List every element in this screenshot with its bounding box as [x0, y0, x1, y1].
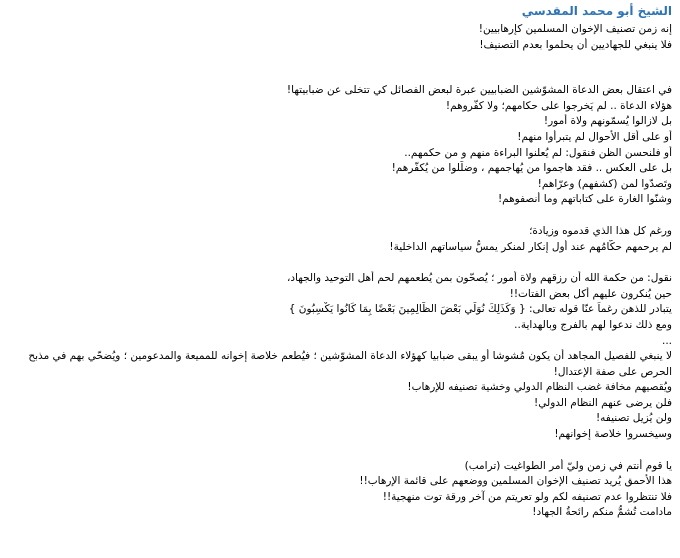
- text-line: حين يُنكرون عليهم أكل بعض الفتات!!: [509, 287, 672, 300]
- text-line: ورغم كل هذا الذي قدموه وزيادة؛: [529, 224, 672, 237]
- text-line: ...: [661, 334, 672, 347]
- spacer: [8, 255, 672, 271]
- text-line: يتبادر للذهن رغماً عنّا قوله تعالى: { وَكَذَلِكَ نُوَلِّي بَعْضَ الظَّالِمِينَ بَعْضًا بِمَا كَانُوا يَكْسِبُونَ }: [288, 303, 672, 316]
- paragraph-4: [8, 271, 672, 349]
- paragraph-6: [8, 459, 672, 521]
- paragraph-2: [8, 83, 672, 208]
- paragraph-1: [8, 22, 672, 53]
- text-line: يا قوم أنتم في زمن وليّ أمر الطواغيت (ترامب): [464, 459, 672, 472]
- spacer: [8, 208, 672, 224]
- text-line: إنه زمن تصنيف الإخوان المسلمين كإرهابيين!: [478, 23, 672, 35]
- spacer: [8, 443, 672, 459]
- text-line: بل على العكس .. فقد هاجموا من يُهاجمهم ، وضلّلوا من يُكفّرهم!: [391, 162, 672, 175]
- text-line: في اعتقال بعض الدعاة المشوّشين الضبابيين عبرة لبعض الفصائل كي تتخلى عن ضبابيتها!: [286, 84, 672, 97]
- text-line: بل لازالوا يُسمّونهم ولاة أمور!: [543, 115, 672, 128]
- text-line: مادامت تُشمُّ منكم رائحةُ الجهاد!: [532, 506, 672, 519]
- text-line: لا ينبغي للفصيل المجاهد أن يكون مُشوشا أو يبقى ضبابيا كهؤلاء الدعاة المشوّشين ؛ فيُطعم خلاصة إخوانه للمميعة والمدعومين ؛ ويُضحّي بهم في مذبح الحرص على صفة الإعتدال!: [28, 350, 672, 378]
- text-line: فلن يرضى عنهم النظام الدولي!: [534, 396, 672, 409]
- text-line: ومع ذلك ندعوا لهم بالفرج وبالهداية..: [514, 318, 672, 331]
- spacer: [8, 53, 672, 83]
- text-line: أو فلنحسن الظن فنقول: لم يُعلنوا البراءة منهم و من حكمهم..: [404, 146, 672, 159]
- text-line: فلا تنتظروا عدم تصنيفه لكم ولو تعريتم من آخر ورقة توت منهجية!!: [382, 490, 672, 503]
- text-line: هؤلاء الدعاة .. لم يَخرجوا على حكامهم؛ ولا كفّروهم!: [445, 99, 672, 112]
- text-line: فلا ينبغي للجهاديين أن يحلموا بعدم التصنيف!: [479, 38, 672, 51]
- paragraph-3: [8, 224, 672, 255]
- text-line: هذا الأحمق يُريد تصنيف الإخوان المسلمين ووضعهم على قائمة الإرهاب!!: [359, 475, 672, 488]
- text-line: أو على أقل الأحوال لم يتبرأوا منهم!: [517, 130, 672, 143]
- text-line: وتَصدّوا لمن (كشفهم) وعرّاهم!: [537, 177, 672, 190]
- paragraph-5: [8, 349, 672, 443]
- text-line: لم يرحمهم حكّامُهم عند أول إنكار لمنكر يمسُّ سياساتهم الداخلية!: [389, 240, 672, 253]
- text-line: نقول: من حكمة الله أن رزقهم ولاة أمور ؛ يُصحّون بمن يُطعمهم لحم أهل التوحيد والجهاد،: [286, 272, 672, 285]
- author-name: الشيخ أبو محمد المقدسي: [521, 4, 672, 18]
- text-line: وسيخسروا خلاصة إخوانهم!: [554, 428, 672, 441]
- text-line: ويُقصيهم مخافة غضب النظام الدولي وخشية تصنيفه للإرهاب!: [407, 381, 672, 394]
- text-line: ولن يُزيل تصنيفه!: [595, 412, 672, 425]
- text-line: وشنّوا الغارة على كتاباتهم وما أنصفوهم!: [497, 193, 672, 206]
